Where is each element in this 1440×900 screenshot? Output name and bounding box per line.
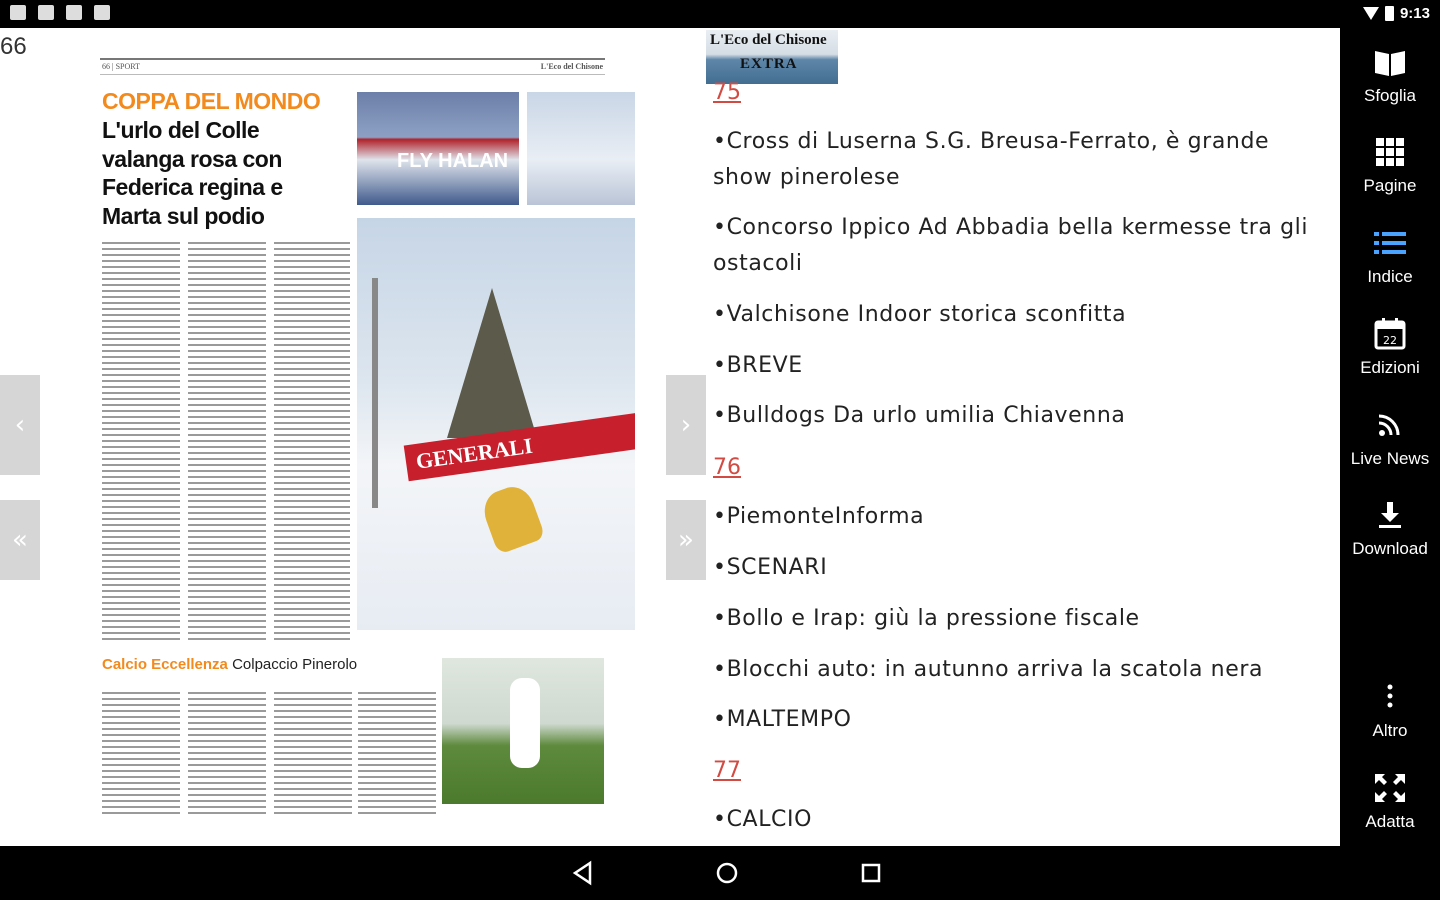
- wifi-icon: [1363, 7, 1379, 20]
- text-column: [188, 690, 266, 818]
- battery-icon: [1385, 6, 1394, 21]
- book-open-icon: [1373, 46, 1407, 78]
- article-photo: [357, 92, 519, 205]
- notification-icon: [10, 5, 26, 20]
- first-page-button[interactable]: «: [0, 500, 40, 580]
- recents-icon[interactable]: [858, 860, 884, 886]
- toolbar-label: Sfoglia: [1364, 86, 1416, 105]
- text-column: [102, 240, 180, 640]
- photo-banner-text: FLY HALAN: [397, 150, 509, 172]
- newspaper-header-masthead: L'Eco del Chisone: [540, 62, 603, 71]
- toolbar-download[interactable]: [1340, 499, 1440, 559]
- text-column: [274, 690, 352, 818]
- prev-page-button[interactable]: ‹: [0, 375, 40, 475]
- index-page-link[interactable]: 77: [713, 758, 741, 783]
- download-done-icon: [66, 5, 82, 20]
- list-icon: [1373, 227, 1407, 259]
- text-column: [102, 690, 180, 818]
- index-article[interactable]: •MALTEMPO: [713, 707, 852, 732]
- article-photo: [527, 92, 635, 205]
- index-article[interactable]: •CALCIO: [713, 807, 813, 832]
- article-headline: L'urlo del Colle valanga rosa con Federica regina e Marta sul podio: [102, 117, 283, 229]
- grid-icon: [1373, 136, 1407, 168]
- calendar-icon: [1373, 318, 1407, 350]
- section2-title: [102, 656, 357, 673]
- index-article[interactable]: •Bollo e Irap: giù la pressione fiscale: [713, 606, 1140, 631]
- section2-kicker: Calcio Eccellenza: [102, 656, 228, 673]
- clock: 9:13: [1399, 5, 1430, 22]
- logo-title: L'Eco del Chisone: [710, 32, 827, 48]
- toolbar-label: Edizioni: [1360, 358, 1420, 377]
- last-page-button[interactable]: »: [666, 500, 706, 580]
- fit-screen-icon: [1373, 772, 1407, 804]
- toolbar-adatta[interactable]: [1340, 772, 1440, 832]
- index-article[interactable]: •Blocchi auto: in autunno arriva la scatola nera: [713, 657, 1264, 682]
- article-kicker: COPPA DEL MONDO: [102, 88, 321, 114]
- page-number: 66: [0, 33, 27, 60]
- home-icon[interactable]: [714, 860, 740, 886]
- keyboard-icon: [94, 5, 110, 20]
- index-article[interactable]: •PiemonteInforma: [713, 504, 925, 529]
- logo-subtitle: EXTRA: [740, 56, 798, 72]
- toolbar-live-news[interactable]: [1340, 409, 1440, 469]
- system-nav-bar: [0, 846, 1440, 900]
- publication-logo: [706, 30, 838, 84]
- sponsor-banner: GENERALI: [404, 411, 635, 481]
- toolbar-label: Download: [1352, 539, 1428, 558]
- text-column: [274, 240, 350, 640]
- index-article[interactable]: •Cross di Luserna S.G. Breusa-Ferrato, è grande show pinerolese: [713, 129, 1270, 190]
- index-article[interactable]: •BREVE: [713, 353, 803, 378]
- index-article[interactable]: •SCENARI: [713, 555, 828, 580]
- toolbar-edizioni[interactable]: [1340, 318, 1440, 378]
- toolbar-label: Indice: [1367, 267, 1413, 286]
- more-vertical-icon: [1373, 681, 1407, 713]
- player-shape: [510, 678, 540, 768]
- newspaper-page[interactable]: [100, 58, 640, 828]
- index-page-link[interactable]: 75: [713, 80, 741, 105]
- toolbar-label: Pagine: [1363, 176, 1417, 195]
- status-bar: [0, 0, 1440, 28]
- index-page-link[interactable]: 76: [713, 455, 741, 480]
- toolbar-label: Altro: [1372, 721, 1408, 740]
- tree-shape: [447, 288, 537, 438]
- toolbar-sfoglia[interactable]: [1340, 46, 1440, 106]
- section2-headline: Colpaccio Pinerolo: [232, 656, 358, 673]
- toolbar-label: Live News: [1350, 449, 1430, 468]
- text-column: [188, 240, 266, 640]
- rss-icon: [1373, 409, 1407, 441]
- svg-text:22: 22: [1383, 334, 1397, 347]
- toolbar-pagine[interactable]: [1340, 136, 1440, 196]
- index-article[interactable]: •Valchisone Indoor storica sconfitta: [713, 302, 1127, 327]
- floodlight-pole: [372, 278, 378, 508]
- newspaper-header: [100, 58, 605, 75]
- article-main-photo: [357, 218, 635, 630]
- toolbar-altro[interactable]: [1340, 681, 1440, 741]
- index-article[interactable]: •Bulldogs Da urlo umilia Chiavenna: [713, 403, 1126, 428]
- skier-shape: [478, 481, 546, 554]
- right-toolbar: [1340, 28, 1440, 846]
- text-column: [358, 690, 436, 818]
- back-icon[interactable]: [570, 860, 596, 886]
- article-photo: [442, 658, 604, 804]
- newspaper-header-section: 66 | SPORT: [102, 62, 141, 71]
- next-page-button[interactable]: ›: [666, 375, 706, 475]
- download-icon: [1373, 499, 1407, 531]
- photo-icon: [38, 5, 54, 20]
- toolbar-indice[interactable]: [1340, 227, 1440, 287]
- index-article[interactable]: •Concorso Ippico Ad Abbadia bella kermesse tra gli ostacoli: [713, 215, 1309, 276]
- toolbar-label: Adatta: [1365, 812, 1415, 831]
